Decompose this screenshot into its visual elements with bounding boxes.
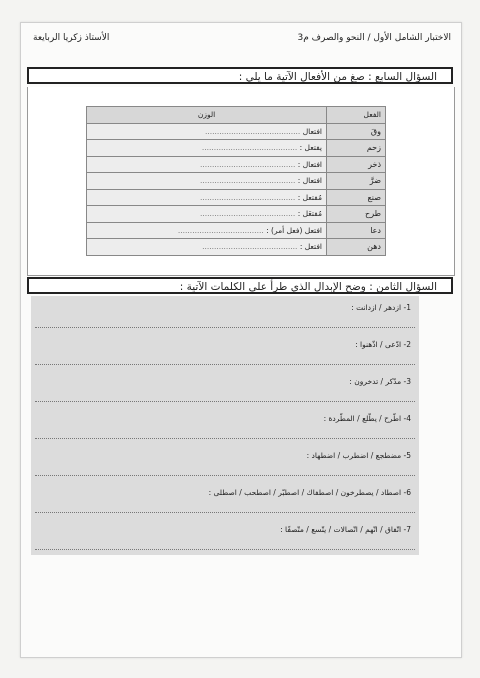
verb-cell: طرح	[327, 206, 386, 223]
verb-cell: ضرَّ	[327, 173, 386, 190]
item-text	[349, 377, 411, 386]
wazn-label: مُفتعل :	[297, 192, 322, 202]
item-number: 2-	[403, 340, 411, 349]
item-text	[351, 303, 411, 312]
item-number: 3-	[403, 377, 411, 386]
answer-dots: ........................................	[204, 126, 301, 136]
item-words: ادّعى / اذّهنوا :	[355, 340, 402, 349]
answer-line	[35, 438, 415, 439]
answer-line	[35, 327, 415, 328]
answer-dots: ........................................	[202, 242, 298, 252]
page-header	[21, 23, 461, 49]
list-item[interactable]	[31, 370, 419, 407]
item-words: اصطاد / يصطرخون / اصطفاك / اصطبّر / اصطحب / اصطلى :	[208, 488, 402, 497]
answer-dots: ........................................	[200, 176, 296, 186]
question8-title: السؤال الثامن : وضح الإبدال الذي طرأ على الكلمات الآتية :	[27, 277, 453, 294]
wazn-cell[interactable]	[87, 239, 327, 256]
verb-cell: دهن	[327, 239, 386, 256]
wazn-cell[interactable]	[87, 140, 327, 157]
wazn-label: يفتعل :	[299, 143, 322, 153]
list-item[interactable]	[31, 481, 419, 518]
answer-dots: ........................................	[199, 209, 296, 219]
table-row	[87, 156, 386, 173]
table-row	[87, 140, 386, 157]
answer-line	[35, 401, 415, 402]
teacher-name: الأستاذ زكريا الربايعة	[33, 33, 110, 43]
item-words: ازدهر / ازدانت :	[351, 303, 402, 312]
list-item[interactable]	[31, 333, 419, 370]
exam-page	[20, 22, 462, 658]
table-row	[87, 123, 386, 140]
verb-table-header	[87, 107, 386, 124]
question7-section	[27, 87, 455, 276]
wazn-cell[interactable]	[87, 123, 327, 140]
wazn-label: افتعل :	[299, 242, 322, 252]
wazn-label: افتعال :	[297, 159, 322, 169]
item-text	[209, 488, 411, 497]
item-words: اطّرح / يطّلع / المطّردة :	[323, 414, 402, 423]
item-text	[307, 451, 411, 460]
table-row	[87, 222, 386, 239]
item-number: 4-	[403, 414, 411, 423]
wazn-cell[interactable]	[87, 189, 327, 206]
list-item[interactable]	[31, 444, 419, 481]
col-verb-header: الفعل	[327, 107, 386, 124]
item-number: 6-	[403, 488, 411, 497]
exam-title: الاختبار الشامل الأول / النحو والصرف م3	[297, 33, 451, 43]
verb-cell: صنع	[327, 189, 386, 206]
verb-table	[86, 106, 386, 256]
wazn-cell[interactable]	[87, 206, 327, 223]
wazn-cell[interactable]	[87, 156, 327, 173]
item-number: 1-	[403, 303, 411, 312]
item-text	[355, 340, 411, 349]
wazn-label: افتعال :	[297, 176, 322, 186]
list-item[interactable]	[31, 518, 419, 555]
verb-cell: زحم	[327, 140, 386, 157]
item-number: 7-	[403, 525, 411, 534]
verb-cell: وقَ	[327, 123, 386, 140]
table-row	[87, 206, 386, 223]
answer-dots: ........................................	[199, 192, 296, 202]
item-words: اتّفاق / اتّهم / اتّصالات / يتّسع / متّصفًا :	[280, 525, 402, 534]
verb-cell: ذخر	[327, 156, 386, 173]
item-words: مضطجع / اضطرب / اضطهاد :	[306, 451, 402, 460]
item-words: مدّكر / تدخرون :	[349, 377, 402, 386]
answer-line	[35, 549, 415, 550]
answer-dots: ........................................	[201, 143, 298, 153]
table-row	[87, 239, 386, 256]
answer-dots: ........................................	[200, 159, 296, 169]
answer-line	[35, 475, 415, 476]
wazn-cell[interactable]	[87, 222, 327, 239]
wazn-label: مُفتعَل :	[297, 209, 322, 219]
col-wazn-header: الوزن	[87, 107, 327, 124]
item-number: 5-	[403, 451, 411, 460]
wazn-label: افتعال	[302, 126, 322, 136]
list-item[interactable]	[31, 296, 419, 333]
wazn-label: افتعل (فعل أمر) :	[266, 225, 322, 235]
answer-dots: ....................................	[177, 225, 264, 235]
answer-line	[35, 512, 415, 513]
list-item[interactable]	[31, 407, 419, 444]
verb-cell: دعا	[327, 222, 386, 239]
item-text	[324, 414, 411, 423]
question8-section	[27, 296, 453, 596]
table-row	[87, 173, 386, 190]
wazn-cell[interactable]	[87, 173, 327, 190]
item-text	[280, 525, 411, 534]
table-row	[87, 189, 386, 206]
answer-line	[35, 364, 415, 365]
question7-title: السؤال السابع : صغ من الأفعال الآتية ما يلي :	[27, 67, 453, 84]
